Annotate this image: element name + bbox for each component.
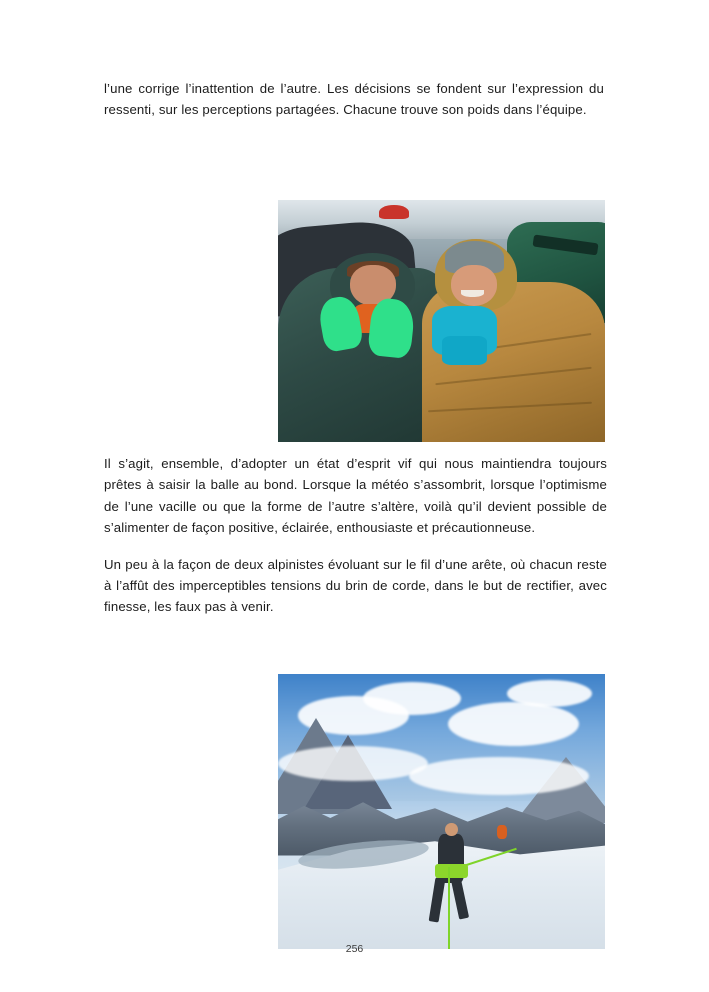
red-item xyxy=(379,205,408,220)
climber-head xyxy=(445,823,458,837)
page-number: 256 xyxy=(345,943,364,955)
cloud xyxy=(278,746,428,782)
climbing-rope-vertical xyxy=(448,867,450,950)
cloud xyxy=(409,757,589,796)
right-climber-smile xyxy=(461,290,484,297)
climber-harness xyxy=(435,864,468,878)
figure-two-climbers-in-sleeping-bags xyxy=(278,200,605,442)
green-glove-right xyxy=(367,297,415,359)
photo-two-climbers-in-sleeping-bags xyxy=(278,200,605,442)
cloud xyxy=(448,702,579,746)
turquoise-fleece-detail xyxy=(442,336,488,365)
figure-climber-on-snowy-ridge xyxy=(278,674,605,949)
paragraph-2: Il s’agit, ensemble, d’adopter un état d’esprit vif qui nous maintiendra toujours prêtes à saisir la balle au bond. Lorsque la météo s’assombrit, lorsque l’optimisme de l’une vacille ou que la forme de l’autre s’altère, voilà qu’il devient possible de s’alimenter de façon positive, éclairée, enthousiaste et précautionneuse. xyxy=(104,456,607,536)
paragraph-1: l’une corrige l’inattention de l’autre. Les décisions se fondent sur l’expression du ressenti, sur les perceptions partagées. Chacune trouve son poids dans l’équipe. xyxy=(104,81,604,118)
paragraph-3: Un peu à la façon de deux alpinistes évoluant sur le fil d’une arête, où chacun reste à l’affût des imperceptibles tensions du brin de corde, dans le but de rectifier, avec finesse, les faux pas à venir. xyxy=(104,556,607,615)
text-column-2 xyxy=(104,453,607,618)
cloud xyxy=(507,680,592,708)
distant-climber xyxy=(497,825,507,839)
text-column xyxy=(104,78,604,121)
photo-climber-on-snowy-ridge xyxy=(278,674,605,949)
